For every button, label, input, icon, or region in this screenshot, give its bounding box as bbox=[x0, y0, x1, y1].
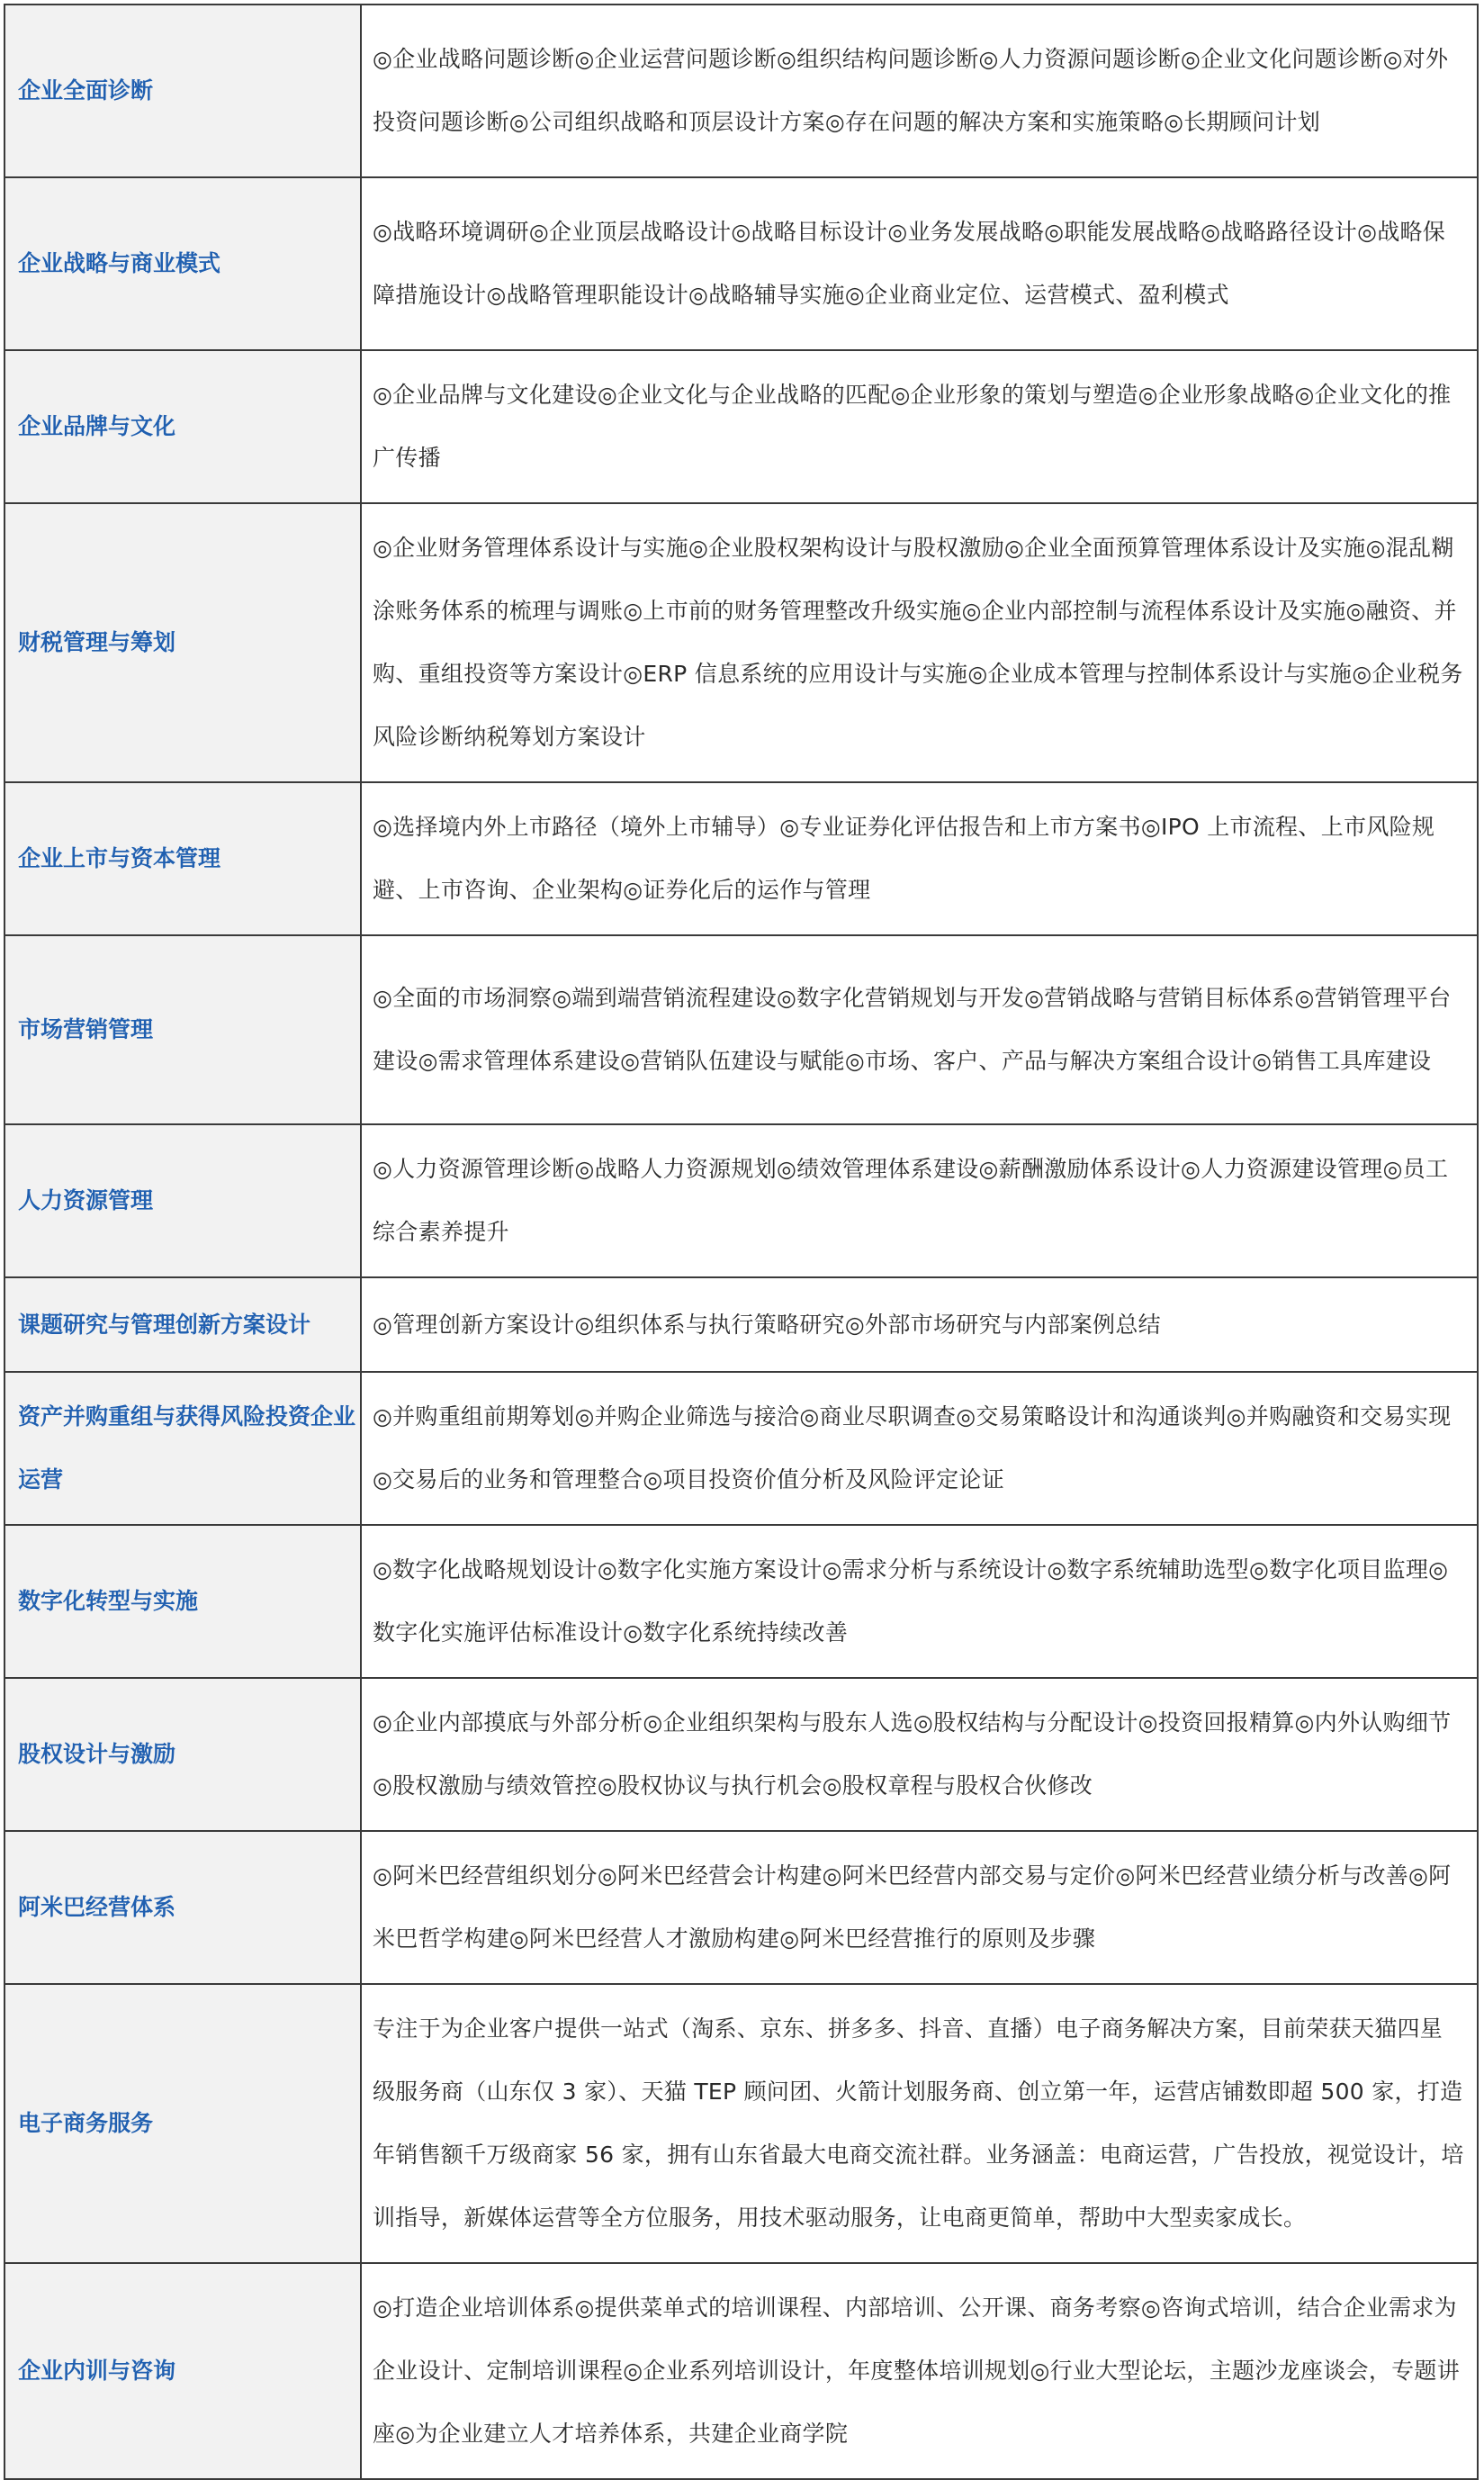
table-row bbox=[4, 350, 1478, 503]
table-row bbox=[4, 1678, 1478, 1831]
description-cell: ◎人力资源管理诊断◎战略人力资源规划◎绩效管理体系建设◎薪酬激励体系设计◎人力资源建设管理◎员工综合素养提升 bbox=[361, 1124, 1478, 1277]
category-cell: 市场营销管理 bbox=[4, 935, 361, 1124]
category-cell: 财税管理与筹划 bbox=[4, 503, 361, 782]
category-cell: 企业内训与咨询 bbox=[4, 2263, 361, 2479]
category-cell: 企业品牌与文化 bbox=[4, 350, 361, 503]
category-cell: 企业战略与商业模式 bbox=[4, 177, 361, 350]
table-row bbox=[4, 503, 1478, 782]
table-row bbox=[4, 782, 1478, 935]
table-row bbox=[4, 5, 1478, 177]
table-row bbox=[4, 935, 1478, 1124]
category-cell: 电子商务服务 bbox=[4, 1984, 361, 2263]
description-cell: ◎企业内部摸底与外部分析◎企业组织架构与股东人选◎股权结构与分配设计◎投资回报精算◎内外认购细节◎股权激励与绩效管控◎股权协议与执行机会◎股权章程与股权合伙修改 bbox=[361, 1678, 1478, 1831]
table-row bbox=[4, 1372, 1478, 1525]
category-cell: 资产并购重组与获得风险投资企业运营 bbox=[4, 1372, 361, 1525]
description-cell: ◎企业战略问题诊断◎企业运营问题诊断◎组织结构问题诊断◎人力资源问题诊断◎企业文化问题诊断◎对外投资问题诊断◎公司组织战略和顶层设计方案◎存在问题的解决方案和实施策略◎长期顾问计划 bbox=[361, 5, 1478, 177]
description-cell: ◎全面的市场洞察◎端到端营销流程建设◎数字化营销规划与开发◎营销战略与营销目标体系◎营销管理平台建设◎需求管理体系建设◎营销队伍建设与赋能◎市场、客户、产品与解决方案组合设计◎销售工具库建设 bbox=[361, 935, 1478, 1124]
description-cell: ◎阿米巴经营组织划分◎阿米巴经营会计构建◎阿米巴经营内部交易与定价◎阿米巴经营业绩分析与改善◎阿米巴哲学构建◎阿米巴经营人才激励构建◎阿米巴经营推行的原则及步骤 bbox=[361, 1831, 1478, 1984]
description-cell: ◎数字化战略规划设计◎数字化实施方案设计◎需求分析与系统设计◎数字系统辅助选型◎数字化项目监理◎数字化实施评估标准设计◎数字化系统持续改善 bbox=[361, 1525, 1478, 1678]
table-row bbox=[4, 2263, 1478, 2479]
description-cell: ◎并购重组前期筹划◎并购企业筛选与接洽◎商业尽职调查◎交易策略设计和沟通谈判◎并购融资和交易实现◎交易后的业务和管理整合◎项目投资价值分析及风险评定论证 bbox=[361, 1372, 1478, 1525]
description-cell: ◎选择境内外上市路径（境外上市辅导）◎专业证券化评估报告和上市方案书◎IPO 上市流程、上市风险规避、上市咨询、企业架构◎证券化后的运作与管理 bbox=[361, 782, 1478, 935]
table-row bbox=[4, 177, 1478, 350]
table-row bbox=[4, 1984, 1478, 2263]
table-row bbox=[4, 1831, 1478, 1984]
description-cell: ◎管理创新方案设计◎组织体系与执行策略研究◎外部市场研究与内部案例总结 bbox=[361, 1277, 1478, 1372]
category-cell: 课题研究与管理创新方案设计 bbox=[4, 1277, 361, 1372]
category-cell: 人力资源管理 bbox=[4, 1124, 361, 1277]
description-cell: ◎企业财务管理体系设计与实施◎企业股权架构设计与股权激励◎企业全面预算管理体系设计及实施◎混乱糊涂账务体系的梳理与调账◎上市前的财务管理整改升级实施◎企业内部控制与流程体系设计及实施◎融资、并购、重组投资等方案设计◎ERP 信息系统的应用设计与实施◎企业成本管理与控制体系设计与实施◎企业税务风险诊断纳税筹划方案设计 bbox=[361, 503, 1478, 782]
services-table bbox=[4, 4, 1479, 2480]
description-cell: 专注于为企业客户提供一站式（淘系、京东、拼多多、抖音、直播）电子商务解决方案，目前荣获天猫四星级服务商（山东仅 3 家）、天猫 TEP 顾问团、火箭计划服务商、创立第一年，运营店铺数即超 500 家，打造年销售额千万级商家 56 家，拥有山东省最大电商交流社群。业务涵盖：电商运营，广告投放，视觉设计，培训指导，新媒体运营等全方位服务，用技术驱动服务，让电商更简单，帮助中大型卖家成长。 bbox=[361, 1984, 1478, 2263]
description-cell: ◎战略环境调研◎企业顶层战略设计◎战略目标设计◎业务发展战略◎职能发展战略◎战略路径设计◎战略保障措施设计◎战略管理职能设计◎战略辅导实施◎企业商业定位、运营模式、盈利模式 bbox=[361, 177, 1478, 350]
category-cell: 企业上市与资本管理 bbox=[4, 782, 361, 935]
category-cell: 股权设计与激励 bbox=[4, 1678, 361, 1831]
table-row bbox=[4, 1525, 1478, 1678]
description-cell: ◎企业品牌与文化建设◎企业文化与企业战略的匹配◎企业形象的策划与塑造◎企业形象战略◎企业文化的推广传播 bbox=[361, 350, 1478, 503]
category-cell: 阿米巴经营体系 bbox=[4, 1831, 361, 1984]
table-row bbox=[4, 1277, 1478, 1372]
description-cell: ◎打造企业培训体系◎提供菜单式的培训课程、内部培训、公开课、商务考察◎咨询式培训，结合企业需求为企业设计、定制培训课程◎企业系列培训设计，年度整体培训规划◎行业大型论坛，主题沙龙座谈会，专题讲座◎为企业建立人才培养体系，共建企业商学院 bbox=[361, 2263, 1478, 2479]
table-row bbox=[4, 1124, 1478, 1277]
category-cell: 企业全面诊断 bbox=[4, 5, 361, 177]
category-cell: 数字化转型与实施 bbox=[4, 1525, 361, 1678]
